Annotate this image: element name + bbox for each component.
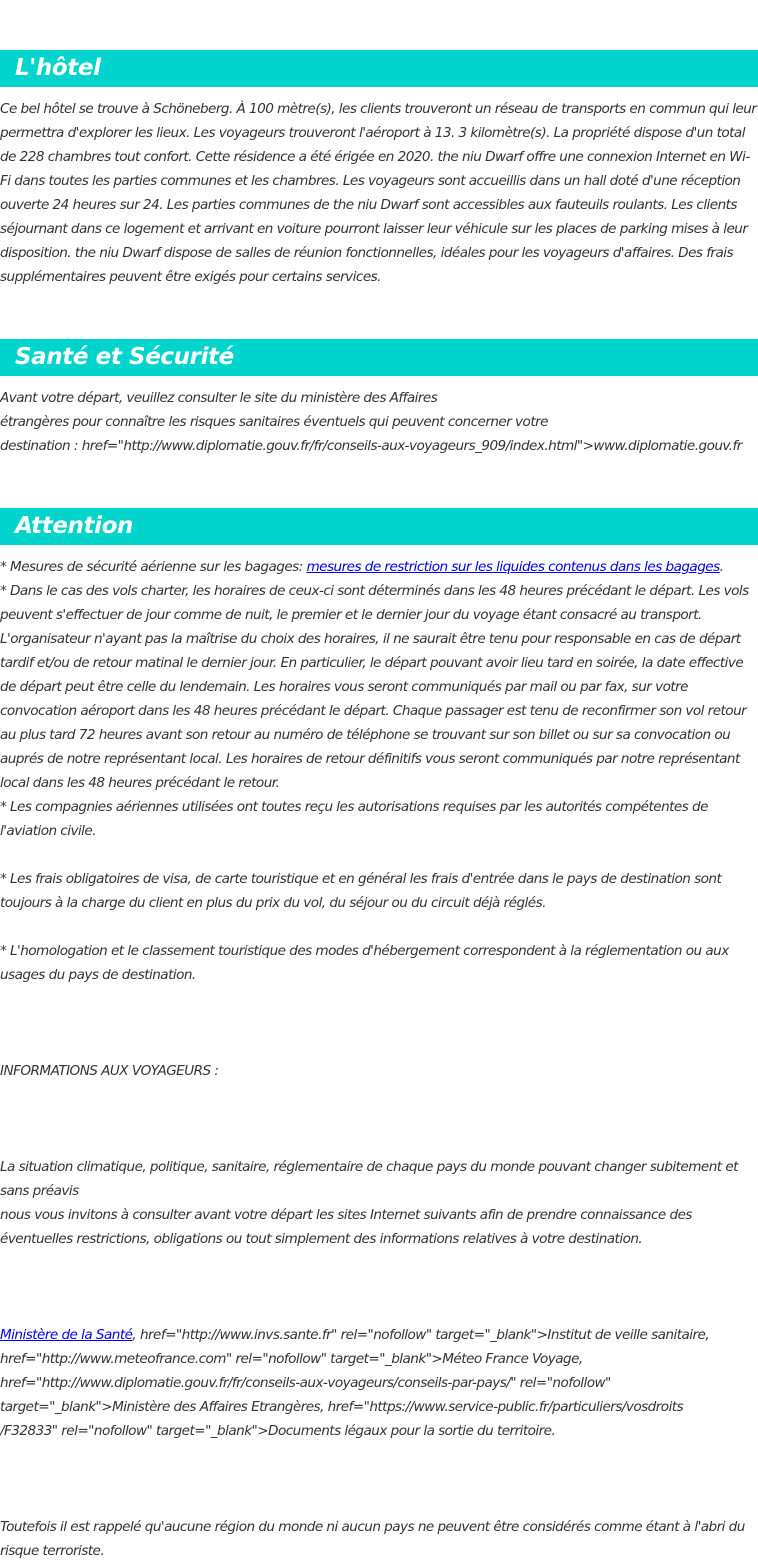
attention-security	[0, 555, 758, 579]
links-line-4: target="_blank">Ministère des Affaires Etrangères, href="https://www.service-public.fr/particuliers/vosdroits	[0, 1399, 684, 1415]
situation-text	[0, 1155, 758, 1251]
health-line-3: destination : href="http://www.diplomatie.gouv.fr/fr/conseils-aux-voyageurs_909/index.html">www.diplomatie.gouv.fr	[0, 438, 742, 454]
security-paragraph	[0, 555, 758, 579]
ministry-health-link[interactable]: Ministère de la Santé	[0, 1327, 133, 1343]
links-line-5: /F32833" rel="nofollow" target="_blank">Documents légaux pour la sortie du territoire.	[0, 1423, 556, 1439]
terror-note-text: Toutefois il est rappelé qu'aucune région du monde ni aucun pays ne peuvent être considérés comme étant à l'abri du risque terroriste.	[0, 1519, 745, 1559]
visa-paragraph: * Les frais obligatoires de visa, de carte touristique et en général les frais d'entrée dans le pays de destination sont toujours à la charge du client en plus du prix du vol, du séjour ou du circuit déjà réglés.	[0, 871, 722, 911]
section-header-health	[0, 339, 758, 376]
attention-homologation	[0, 939, 758, 987]
security-prefix: * Mesures de sécurité aérienne sur les bagages:	[0, 559, 307, 575]
homologation-paragraph: * L'homologation et le classement touristique des modes d'hébergement correspondent à la réglementation ou aux usages du pays de destination.	[0, 943, 729, 983]
health-line-1: Avant votre départ, veuillez consulter le site du ministère des Affaires	[0, 390, 438, 406]
health-text	[0, 386, 758, 458]
attention-visa	[0, 867, 758, 915]
hotel-description-text: Ce bel hôtel se trouve à Schöneberg. À 100 mètre(s), les clients trouveront un réseau de transports en commun qui leur permettra d'explorer les lieux. Les voyageurs trouveront l'aéroport à 13. 3 kilomètre(s). La propriété dispose d'un total de 228 chambres tout confort. Cette résidence a été érigée en 2020. the niu Dwarf offre une connexion Internet en Wi-Fi dans toutes les parties communes et les chambres. Les voyageurs sont accueillis dans un hall doté d'une réception ouverte 24 heures sur 24. Les parties communes de the niu Dwarf sont accessibles aux fauteuils roulants. Les clients séjournant dans ce logement et arrivant en voiture pourront laisser leur véhicule sur les places de parking mises à leur disposition. the niu Dwarf dispose de salles de réunion fonctionnelles, idéales pour les voyageurs d'affaires. Des frais supplémentaires peuvent être exigés pour certains services.	[0, 101, 757, 285]
section-header-attention	[0, 508, 758, 545]
section-title-attention: Attention	[15, 513, 133, 539]
attention-charter	[0, 579, 758, 795]
links-line-1	[0, 1323, 758, 1347]
links-line-1-rest: , href="http://www.invs.sante.fr" rel="nofollow" target="_blank">Institut de veille sanitaire,	[132, 1327, 710, 1343]
section-header-hotel	[0, 50, 758, 87]
security-suffix: .	[719, 559, 724, 575]
info-heading	[0, 1059, 758, 1083]
liquids-restriction-link[interactable]: mesures de restriction sur les liquides contenus dans les bagages	[306, 559, 720, 575]
charter-paragraph: * Dans le cas des vols charter, les horaires de ceux-ci sont déterminés dans les 48 heures précédant le départ. Les vols peuvent s'effectuer de jour comme de nuit, le premier et le dernier jour du voyage étant consacré au transport. L'organisateur n'ayant pas la maîtrise du choix des horaires, il ne saurait être tenu pour responsable en cas de départ tardif et/ou de retour matinal le dernier jour. En particulier, le départ pouvant avoir lieu tard en soirée, la date effective de départ peut être celle du lendemain. Les horaires vous seront communiqués par mail ou par fax, sur votre convocation aéroport dans les 48 heures précédant le départ. Chaque passager est tenu de reconfirmer son vol retour au plus tard 72 heures avant son retour au numéro de téléphone se trouvant sur son billet ou sur sa convocation ou auprés de notre représentant local. Les horaires de retour définitifs vous seront communiqués par notre représentant local dans les 48 heures précédant le retour.	[0, 583, 749, 791]
attention-airlines	[0, 795, 758, 843]
section-title-health: Santé et Sécurité	[15, 344, 234, 370]
info-heading-text: INFORMATIONS AUX VOYAGEURS :	[0, 1063, 219, 1079]
terror-note	[0, 1515, 758, 1563]
situation-line-2: nous vous invitons à consulter avant votre départ les sites Internet suivants afin de prendre connaissance des éventuelles restrictions, obligations ou tout simplement des informations relatives à votre destination.	[0, 1207, 692, 1247]
useful-links	[0, 1323, 758, 1443]
health-line-2: étrangères pour connaître les risques sanitaires éventuels qui peuvent concerner votre	[0, 414, 548, 430]
section-title-hotel: L'hôtel	[15, 55, 101, 81]
airlines-paragraph: * Les compagnies aériennes utilisées ont toutes reçu les autorisations requises par les autorités compétentes de l'aviation civile.	[0, 799, 708, 839]
situation-line-1: La situation climatique, politique, sanitaire, réglementaire de chaque pays du monde pouvant changer subitement et sans préavis	[0, 1159, 738, 1199]
hotel-description	[0, 97, 758, 289]
links-line-2: href="http://www.meteofrance.com" rel="nofollow" target="_blank">Méteo France Voyage,	[0, 1351, 583, 1367]
links-line-3: href="http://www.diplomatie.gouv.fr/fr/conseils-aux-voyageurs/conseils-par-pays/" rel="nofollow"	[0, 1375, 611, 1391]
